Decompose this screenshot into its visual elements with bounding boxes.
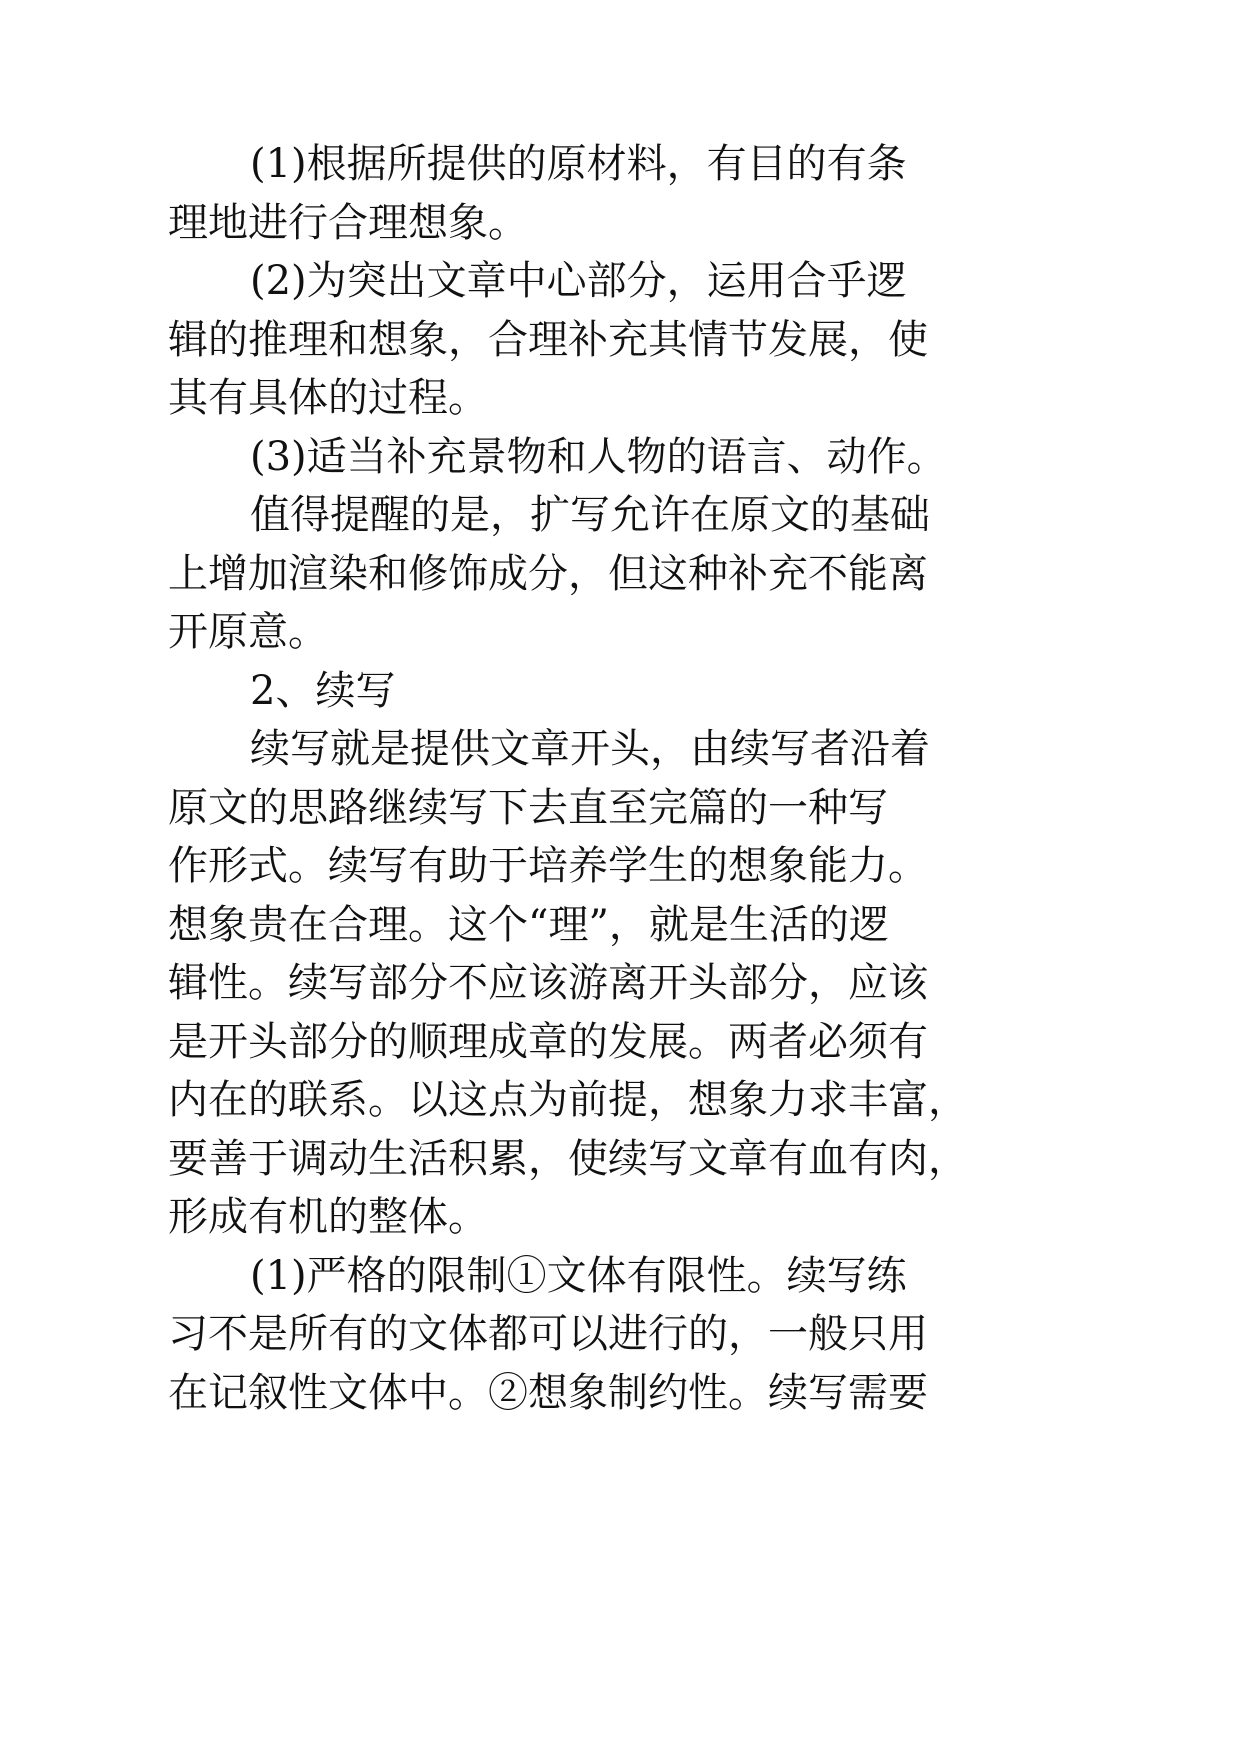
text-line: 值得提醒的是，扩写允许在原文的基础 <box>250 492 930 538</box>
section-heading: 2、续写 <box>250 667 396 714</box>
text-line: 在记叙性文体中。②想象制约性。续写需要 <box>168 1369 928 1416</box>
text-line: (1)根据所提供的原材料，有目的有条 <box>250 141 907 187</box>
text-line: 开原意。 <box>168 609 328 655</box>
text-line: 上增加渲染和修饰成分，但这种补充不能离 <box>168 550 928 597</box>
text-line: 要善于调动生活积累，使续写文章有血有肉， <box>168 1135 968 1182</box>
text-line: 作形式。续写有助于培养学生的想象能力。 <box>168 843 928 889</box>
text-line: 原文的思路继续写下去直至完篇的一种写 <box>168 784 888 831</box>
text-line: 形成有机的整体。 <box>168 1194 488 1240</box>
text-line: 辑的推理和想象，合理补充其情节发展，使 <box>168 316 928 363</box>
text-line: 理地进行合理想象。 <box>168 199 528 246</box>
text-line: (3)适当补充景物和人物的语言、动作。 <box>250 433 947 480</box>
text-line: (1)严格的限制①文体有限性。续写练 <box>250 1252 907 1299</box>
text-line: 习不是所有的文体都可以进行的，一般只用 <box>168 1311 928 1357</box>
text-line: 续写就是提供文章开头，由续写者沿着 <box>250 726 930 772</box>
text-line: 是开头部分的顺理成章的发展。两者必须有 <box>168 1018 928 1065</box>
text-line: 其有具体的过程。 <box>168 375 488 421</box>
text-line: 想象贵在合理。这个“理”，就是生活的逻 <box>168 901 889 948</box>
text-line: 内在的联系。以这点为前提，想象力求丰富， <box>168 1077 968 1123</box>
text-line: 辑性。续写部分不应该游离开头部分，应该 <box>168 960 928 1006</box>
body-text <box>168 135 968 1422</box>
text-line: (2)为突出文章中心部分，运用合乎逻 <box>250 258 907 304</box>
